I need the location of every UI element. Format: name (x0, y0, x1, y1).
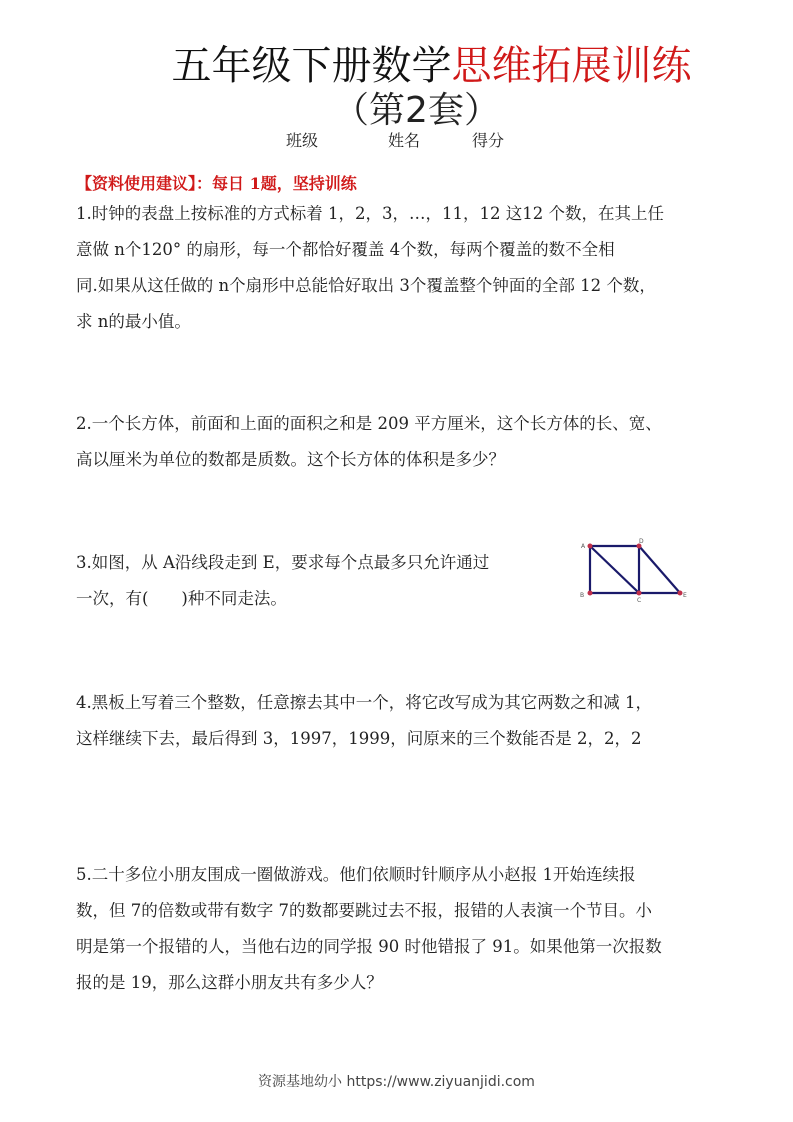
class-label: 班级 (286, 131, 319, 150)
score-label: 得分 (472, 131, 505, 150)
text-line: 同.如果从这任做的 n个扇形中总能恰好取出 3个覆盖整个钟面的全部 12 个数， (76, 276, 656, 295)
text-line: 意做 n个120° 的扇形，每一个都恰好覆盖 4个数，每两个覆盖的数不全相 (76, 240, 615, 259)
text-line: 1.时钟的表盘上按标准的方式标着 1，2，3，…，11，12 这12 个数，在其上任 (76, 204, 664, 223)
question-3 (76, 545, 556, 617)
text-line: 一次，有( )种不同走法。 (76, 589, 287, 608)
page-subtitle: （第2套） (333, 90, 500, 131)
text-line: 这样继续下去，最后得到 3，1997，1999，问原来的三个数能否是 2，2，2 (76, 729, 642, 748)
question-4 (76, 685, 736, 757)
point-b-label: B (580, 592, 585, 599)
point-d-label: D (639, 538, 644, 545)
name-label: 姓名 (388, 131, 421, 150)
title-red: 思维拓展训练 (451, 43, 692, 89)
text-line: 求 n的最小值。 (76, 312, 191, 331)
footer-source: 资源基地幼小 https://www.ziyuanjidi.com (258, 1074, 535, 1090)
question-1 (76, 196, 736, 340)
text-line: 4.黑板上写着三个整数，任意擦去其中一个，将它改写成为其它两数之和减 1， (76, 693, 652, 712)
text-line: 5.二十多位小朋友围成一圈做游戏。他们依顺时针顺序从小赵报 1开始连续报 (76, 865, 636, 884)
point-a-label: A (581, 543, 586, 550)
question-5 (76, 857, 736, 1001)
text-line: 报的是 19，那么这群小朋友共有多少人？ (76, 973, 383, 992)
point-e-label: E (683, 592, 687, 599)
geometry-figure (575, 535, 695, 605)
text-line: 3.如图，从 A沿线段走到 E，要求每个点最多只允许通过 (76, 553, 490, 572)
question-2 (76, 406, 736, 478)
text-line: 明是第一个报错的人，当他右边的同学报 90 时他错报了 91。如果他第一次报数 (76, 937, 662, 956)
usage-advice: 【资料使用建议】：每日 1题，坚持训练 (76, 174, 357, 193)
text-line: 2.一个长方体，前面和上面的面积之和是 209 平方厘米，这个长方体的长、宽、 (76, 414, 662, 433)
point-c-label: C (637, 597, 642, 604)
text-line: 高以厘米为单位的数都是质数。这个长方体的体积是多少？ (76, 450, 505, 469)
text-line: 数，但 7的倍数或带有数字 7的数都要跳过去不报，报错的人表演一个节目。小 (76, 901, 652, 920)
title-black: 五年级下册数学 (171, 43, 452, 89)
